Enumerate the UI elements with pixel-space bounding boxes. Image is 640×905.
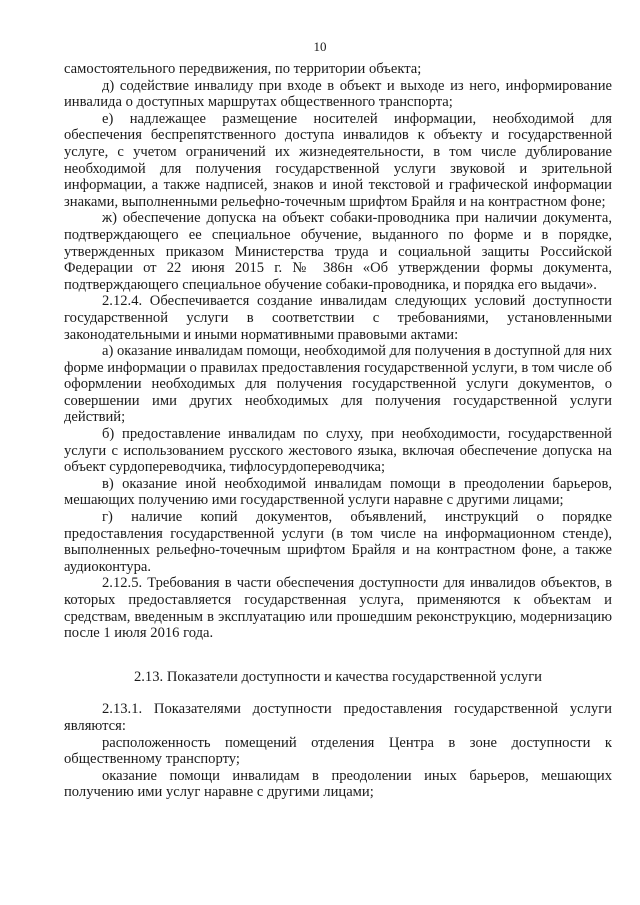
paragraph: 2.12.4. Обеспечивается создание инвалидам следующих условий доступности государственной услуги в соответствии с требованиями, установленными законодательными и иными нормативными правовыми актами: (64, 293, 612, 343)
paragraph: 2.13.1. Показателями доступности предоставления государственной услуги являются: (64, 701, 612, 734)
paragraph: расположенность помещений отделения Центра в зоне доступности к общественному транспорту; (64, 734, 612, 768)
paragraph: оказание помощи инвалидам в преодолении иных барьеров, мешающих получению ими услуг наравне с другими лицами; (64, 767, 612, 801)
paragraph: 2.12.5. Требования в части обеспечения доступности для инвалидов объектов, в которых предоставляется государственная услуга, применяются к объектам и средствам, введенным в эксплуатацию или прошедшим реконструкцию, модернизацию после 1 июля 2016 года. (64, 575, 612, 642)
section-heading: 2.13. Показатели доступности и качества государственной услуги (133, 668, 542, 685)
paragraph: д) содействие инвалиду при входе в объект и выходе из него, информирование инвалида о доступных маршрутах общественного транспорта; (64, 77, 612, 111)
paragraph: а) оказание инвалидам помощи, необходимой для получения в доступной для них форме информации о правилах предоставления государственной услуги, в том числе об оформлении необходимых для получения государственной услуги документов, о совершении ими других необходимых для получения государственной услуги действий; (64, 343, 612, 426)
paragraph: самостоятельного передвижения, по территории объекта; (64, 61, 422, 77)
paragraph: в) оказание иной необходимой инвалидам помощи в преодолении барьеров, мешающих получению ими государственной услуги наравне с другими лицами; (64, 475, 612, 509)
paragraph: г) наличие копий документов, объявлений, инструкций о порядке предоставления государственной услуги (в том числе на информационном стенде), выполненных рельефно-точечным шрифтом Брайля и на контрастном фоне, а также аудиоконтура. (64, 509, 612, 575)
page-number: 10 (313, 39, 327, 54)
paragraph: е) надлежащее размещение носителей информации, необходимой для обеспечения беспрепятственного доступа инвалидов к объекту и государственной услуге, с учетом ограничений их жизнедеятельности, в том числе дублирование необходимой для получения государственной услуги звуковой и зрительной информации, а также надписей, знаков и иной текстовой и графической информации знаками, выполненными рельефно-точечным шрифтом Брайля и на контрастном фоне; (64, 110, 612, 210)
paragraph: б) предоставление инвалидам по слуху, при необходимости, государственной услуги с использованием русского жестового языка, включая обеспечение допуска на объект сурдопереводчика, тифлосурдопереводчика; (64, 426, 612, 476)
document-body (64, 61, 612, 801)
paragraph: ж) обеспечение допуска на объект собаки-проводника при наличии документа, подтверждающего ее специальное обучение, выданного по форме и в порядке, утвержденных приказом Министерства труда и социальной защиты Российской Федерации от 22 июня 2015 г. № 386н «Об утверждении формы документа, подтверждающего специальное обучение собаки-проводника, и порядка его выдачи». (64, 210, 612, 293)
